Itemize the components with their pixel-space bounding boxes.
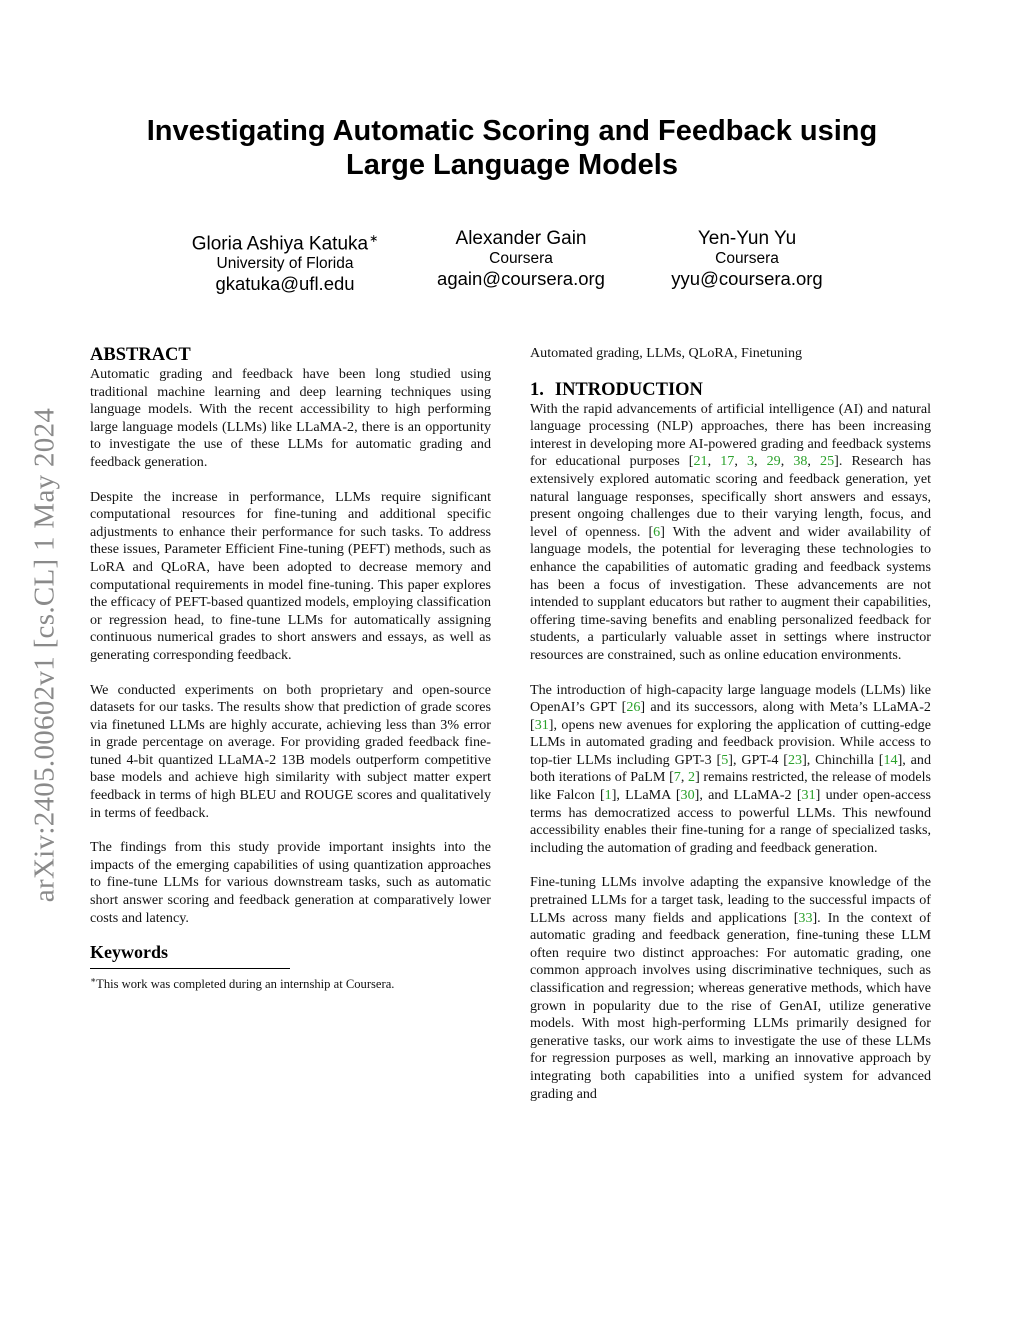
abstract-paragraph-3: We conducted experiments on both proprietary and open-source datasets for our tasks. The results show that prediction of grade scores via finetuned LLMs are highly accurate, achieving less than 3% error in grade percentage on average. For providing graded feedback fine-tuned 4-bit quantized LLaMA-2 13B models outperform competitive base models and achieve high similarity with subject matter expert feedback in terms of high BLEU and ROUGE scores and qualitatively in terms of feedback. xyxy=(90,681,491,821)
citation-link[interactable]: 1 xyxy=(604,787,612,804)
text-run: With the rapid advancements of artificial intelligence (AI) and natural language processing (NLP) approaches, there has been increasing interest in developing more AI-powered grading and feedback systems for educational purposes [ xyxy=(530,400,931,470)
title-line-1: Investigating Automatic Scoring and Feedback using xyxy=(146,115,878,147)
intro-paragraph-1: With the rapid advancements of artificial intelligence (AI) and natural language processing (NLP) approaches, there has been increasing interest in developing more AI-powered grading and feedback systems for educational purposes [21, 17, 3, 29, 38, 25]. Research has extensively explored automatic scoring and feedback generation, yet natural language responses, specifically short answers and essays, present ongoing challenges due to their varying length, focus, and level of openness. [6] With the advent and wider availability of language models, the potential for leveraging these technologies to enhance the capabilities of automatic grading and feedback systems has been a focus of investigation. These advancements are not intended to supplant educators but rather to augment their capabilities, offering time-saving benefits and enabling personalized feedback for students, a particularly valuable asset in settings where instructor resources are constrained, such as online education environments. xyxy=(530,400,931,663)
citation-link[interactable]: 31 xyxy=(801,787,816,804)
text-run: ], LLaMA [ xyxy=(611,787,681,804)
author-1-footnote-mark: ∗ xyxy=(369,233,379,245)
section-number: 1. xyxy=(530,379,544,400)
text-run: Fine-tuning LLMs involve adapting the expansive knowledge of the pretrained LLMs for a target task, leading to the successful impacts of LLMs across many fields and applications [ xyxy=(530,874,931,926)
text-run: ], and LLaMA-2 [ xyxy=(694,787,802,804)
text-run: ], and both iterations of PaLM [ xyxy=(530,751,932,786)
title-line-2: Large Language Models xyxy=(346,149,678,181)
citation-link[interactable]: 6 xyxy=(653,523,661,540)
citation-link[interactable]: 21 xyxy=(693,453,708,470)
author-3 xyxy=(632,228,862,290)
text-run: ] With the advent and wider availability of language models, the potential for leveraging these technologies to enhance the capabilities of automatic grading and feedback systems has been a focus of investigation. These advancements are not intended to supplant educators but rather to augment their capabilities, offering time-saving benefits and enabling personalized feedback for students, a particularly valuable asset in settings where instructor resources are constrained, such as online education environments. xyxy=(530,523,931,663)
citation-link[interactable]: 2 xyxy=(688,769,696,786)
right-column xyxy=(530,345,931,1120)
author-2-email[interactable]: again@coursera.org xyxy=(437,268,605,289)
paper-title xyxy=(120,114,904,182)
text-run: ]. Research has extensively explored automatic scoring and feedback generation, yet natural language responses, specifically short answers and essays, present ongoing challenges due to their varying length, focus, and level of openness. [ xyxy=(530,453,931,540)
citation-link[interactable]: 38 xyxy=(793,453,808,470)
citation-link[interactable]: 30 xyxy=(680,787,695,804)
citation-link[interactable]: 17 xyxy=(720,453,735,470)
text-run: ] and its successors, along with Meta’s LLaMA-2 [ xyxy=(530,699,931,733)
text-run: ], GPT-4 [ xyxy=(728,751,788,768)
text-run: ], opens new avenues for exploring the application of cutting-edge LLMs in automated grading and feedback provision. While access to top-tier LLMs including GPT-3 [ xyxy=(530,716,931,768)
text-run: ]. In the context of automatic grading and feedback generation, fine-tuning these LLM often require two distinct approaches: For automatic grading, one common approach involves using discriminative techniques, such as classification and regression; whereas generative methods, which have grown in popularity due to the rise of GenAI, utilize generative models. With most high-performing LLMs primarily designed for generative tasks, our work aims to investigate the use of these LLMs for regression purposes as well, marking an innovative approach by integrating both capabilities into a unified system for advanced grading and xyxy=(530,909,931,1102)
citation-link[interactable]: 14 xyxy=(883,751,898,768)
citation-link[interactable]: 29 xyxy=(766,453,781,470)
citation-link[interactable]: 25 xyxy=(820,453,835,470)
abstract-paragraph-2: Despite the increase in performance, LLMs require significant computational resources for fine-tuning and additional specific adjustments to enhance their performance for such tasks. To address these issues, Parameter Efficient Fine-tuning (PEFT) methods, such as LoRA and QLoRA, have been adopted to decrease memory and computational requirements in model fine-tuning. This paper explores the efficacy of PEFT-based quantized models, employing classification or regression head, to fine-tune LLMs for automatically assigning continuous numerical grades to short answers and essays, as well as generating corresponding feedback. xyxy=(90,488,491,663)
arxiv-stamp-text: arXiv:2405.00602v1 [cs.CL] 1 May 2024 xyxy=(28,407,61,903)
citation-link[interactable]: 26 xyxy=(626,699,641,716)
citation-link[interactable]: 7 xyxy=(673,769,681,786)
section-title: INTRODUCTION xyxy=(554,379,703,400)
citation-link[interactable]: 33 xyxy=(798,909,813,926)
footnote-rule xyxy=(90,968,290,969)
intro-paragraph-3 xyxy=(530,874,931,1103)
citation-link[interactable]: 3 xyxy=(746,453,754,470)
author-1-email[interactable]: gkatuka@ufl.edu xyxy=(215,273,355,295)
author-1-affiliation: University of Florida xyxy=(216,255,354,273)
intro-paragraph-2: The introduction of high-capacity large language models (LLMs) like OpenAI’s GPT [26] and its successors, along with Meta’s LLaMA-2 [31], opens new avenues for exploring the application of cutting-edge LLMs in automated grading and feedback provision. While access to top-tier LLMs including GPT-3 [5], GPT-4 [23], Chinchilla [14], and both iterations of PaLM [7, 2] remains restricted, the release of models like Falcon [1], LLaMA [30], and LLaMA-2 [31] under open-access terms has democratized access to powerful LLMs. This newfound accessibility enables their fine-tuning for a range of specialized tasks, including the automation of grading and feedback generation. xyxy=(530,681,932,856)
author-2-affiliation: Coursera xyxy=(489,250,553,267)
citation-link[interactable]: 31 xyxy=(534,716,549,733)
abstract-heading: ABSTRACT xyxy=(90,345,191,365)
author-3-email[interactable]: yyu@coursera.org xyxy=(671,268,823,289)
author-1 xyxy=(170,228,400,295)
footnote xyxy=(90,973,491,992)
author-block xyxy=(150,228,880,298)
abstract-paragraph-4: The findings from this study provide important insights into the impacts of the emerging capabilities of using quantization approaches to fine-tune LLMs for various downstream tasks, such as automatic short answer scoring and feedback generation at comparatively lower costs and latency. xyxy=(90,839,491,926)
author-2 xyxy=(406,228,636,290)
author-2-name: Alexander Gain xyxy=(455,228,587,249)
author-3-affiliation: Coursera xyxy=(715,250,779,267)
keywords-text: Automated grading, LLMs, QLoRA, Finetuning xyxy=(530,345,803,361)
footnote-text: This work was completed during an internship at Coursera. xyxy=(96,977,395,991)
left-column xyxy=(90,345,491,992)
citation-link[interactable]: 23 xyxy=(788,751,803,768)
text-run: The introduction of high-capacity large language models (LLMs) like OpenAI’s GPT [ xyxy=(530,681,931,716)
footnote-mark: ∗ xyxy=(90,974,97,985)
citation-link[interactable]: 5 xyxy=(721,751,729,768)
author-1-name: Gloria Ashiya Katuka xyxy=(191,233,369,255)
text-run: ] under open-access terms has democratized access to powerful LLMs. This newfound accessibility enables their fine-tuning for a range of specialized tasks, including the automation of grading and feedback generation. xyxy=(530,787,931,856)
author-3-name: Yen-Yun Yu xyxy=(697,228,797,249)
abstract-paragraph-1: Automatic grading and feedback have been long studied using traditional machine learning and deep learning techniques using language models. With the recent accessibility to high performing large language models (LLMs) like LLaMA-2, there is an opportunity to investigate the use of these LLMs for automatic grading and feedback generation. xyxy=(90,366,491,470)
introduction-heading xyxy=(530,380,931,400)
keywords-heading: Keywords xyxy=(90,942,168,963)
arxiv-stamp xyxy=(20,355,70,955)
text-run: ] remains restricted, the release of models like Falcon [ xyxy=(530,769,932,804)
text-run: ], Chinchilla [ xyxy=(802,751,884,768)
